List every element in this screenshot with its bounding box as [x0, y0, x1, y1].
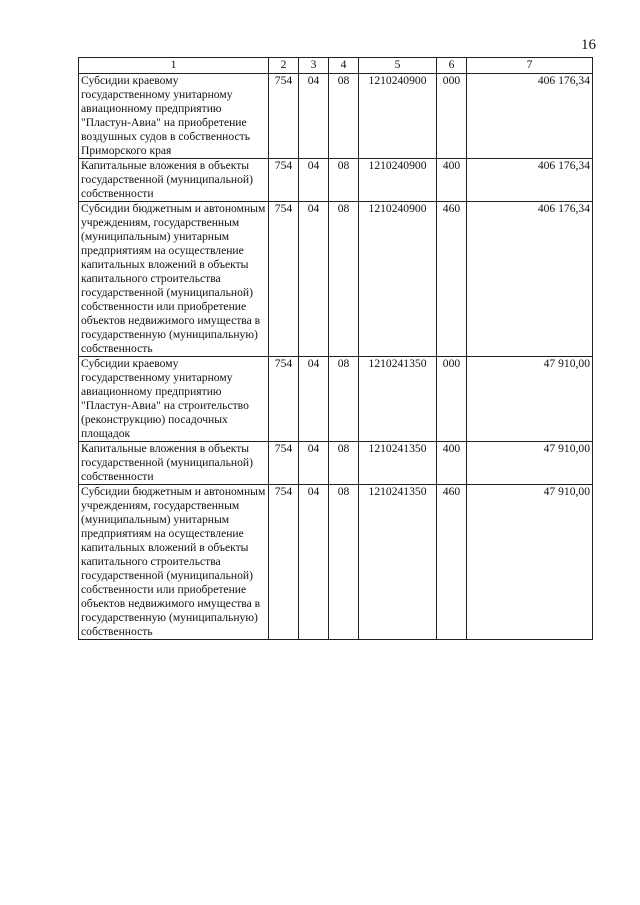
row-code-2: 754	[269, 485, 299, 640]
row-name: Субсидии краевому государственному унитарному авиационному предприятию "Пластун-Авиа" на строительство (реконструкцию) посадочных площадок	[79, 357, 269, 442]
row-code-3: 04	[299, 202, 329, 357]
row-code-4: 08	[329, 357, 359, 442]
row-code-5: 1210240900	[359, 159, 437, 202]
column-header-2: 2	[269, 58, 299, 74]
row-amount: 406 176,34	[467, 74, 593, 159]
budget-table	[78, 57, 593, 640]
table-row	[79, 159, 593, 202]
row-name: Капитальные вложения в объекты государственной (муниципальной) собственности	[79, 442, 269, 485]
row-code-3: 04	[299, 357, 329, 442]
row-code-5: 1210240900	[359, 202, 437, 357]
row-code-2: 754	[269, 202, 299, 357]
row-code-5: 1210241350	[359, 485, 437, 640]
row-amount: 406 176,34	[467, 159, 593, 202]
row-code-6: 000	[437, 357, 467, 442]
row-code-2: 754	[269, 159, 299, 202]
column-header-1: 1	[79, 58, 269, 74]
column-header-4: 4	[329, 58, 359, 74]
row-name: Субсидии бюджетным и автономным учреждениям, государственным (муниципальным) унитарным предприятиям на осуществление капитальных вложений в объекты капитального строительства государственной (муниципальной) собственности или приобретение объектов недвижимого имущества в государственную (муниципальную) собственность	[79, 485, 269, 640]
row-code-3: 04	[299, 74, 329, 159]
table-row	[79, 485, 593, 640]
page-number: 16	[581, 37, 596, 53]
row-code-4: 08	[329, 202, 359, 357]
row-code-5: 1210241350	[359, 357, 437, 442]
row-code-5: 1210240900	[359, 74, 437, 159]
table-row	[79, 202, 593, 357]
row-code-6: 000	[437, 74, 467, 159]
row-amount: 47 910,00	[467, 485, 593, 640]
column-header-7: 7	[467, 58, 593, 74]
row-code-4: 08	[329, 159, 359, 202]
row-code-6: 400	[437, 442, 467, 485]
column-header-6: 6	[437, 58, 467, 74]
row-code-3: 04	[299, 442, 329, 485]
row-code-3: 04	[299, 485, 329, 640]
row-amount: 406 176,34	[467, 202, 593, 357]
header-row	[79, 58, 593, 74]
row-code-6: 400	[437, 159, 467, 202]
row-code-4: 08	[329, 485, 359, 640]
row-name: Капитальные вложения в объекты государственной (муниципальной) собственности	[79, 159, 269, 202]
row-amount: 47 910,00	[467, 357, 593, 442]
row-code-4: 08	[329, 74, 359, 159]
row-name: Субсидии краевому государственному унитарному авиационному предприятию "Пластун-Авиа" на приобретение воздушных судов в собственность Приморского края	[79, 74, 269, 159]
row-code-4: 08	[329, 442, 359, 485]
row-code-5: 1210241350	[359, 442, 437, 485]
row-code-2: 754	[269, 357, 299, 442]
table-row	[79, 357, 593, 442]
row-code-6: 460	[437, 485, 467, 640]
table-row	[79, 74, 593, 159]
row-code-3: 04	[299, 159, 329, 202]
row-code-2: 754	[269, 442, 299, 485]
table-row	[79, 442, 593, 485]
row-name: Субсидии бюджетным и автономным учреждениям, государственным (муниципальным) унитарным предприятиям на осуществление капитальных вложений в объекты капитального строительства государственной (муниципальной) собственности или приобретение объектов недвижимого имущества в государственную (муниципальную) собственность	[79, 202, 269, 357]
row-code-6: 460	[437, 202, 467, 357]
column-header-3: 3	[299, 58, 329, 74]
row-amount: 47 910,00	[467, 442, 593, 485]
row-code-2: 754	[269, 74, 299, 159]
column-header-5: 5	[359, 58, 437, 74]
